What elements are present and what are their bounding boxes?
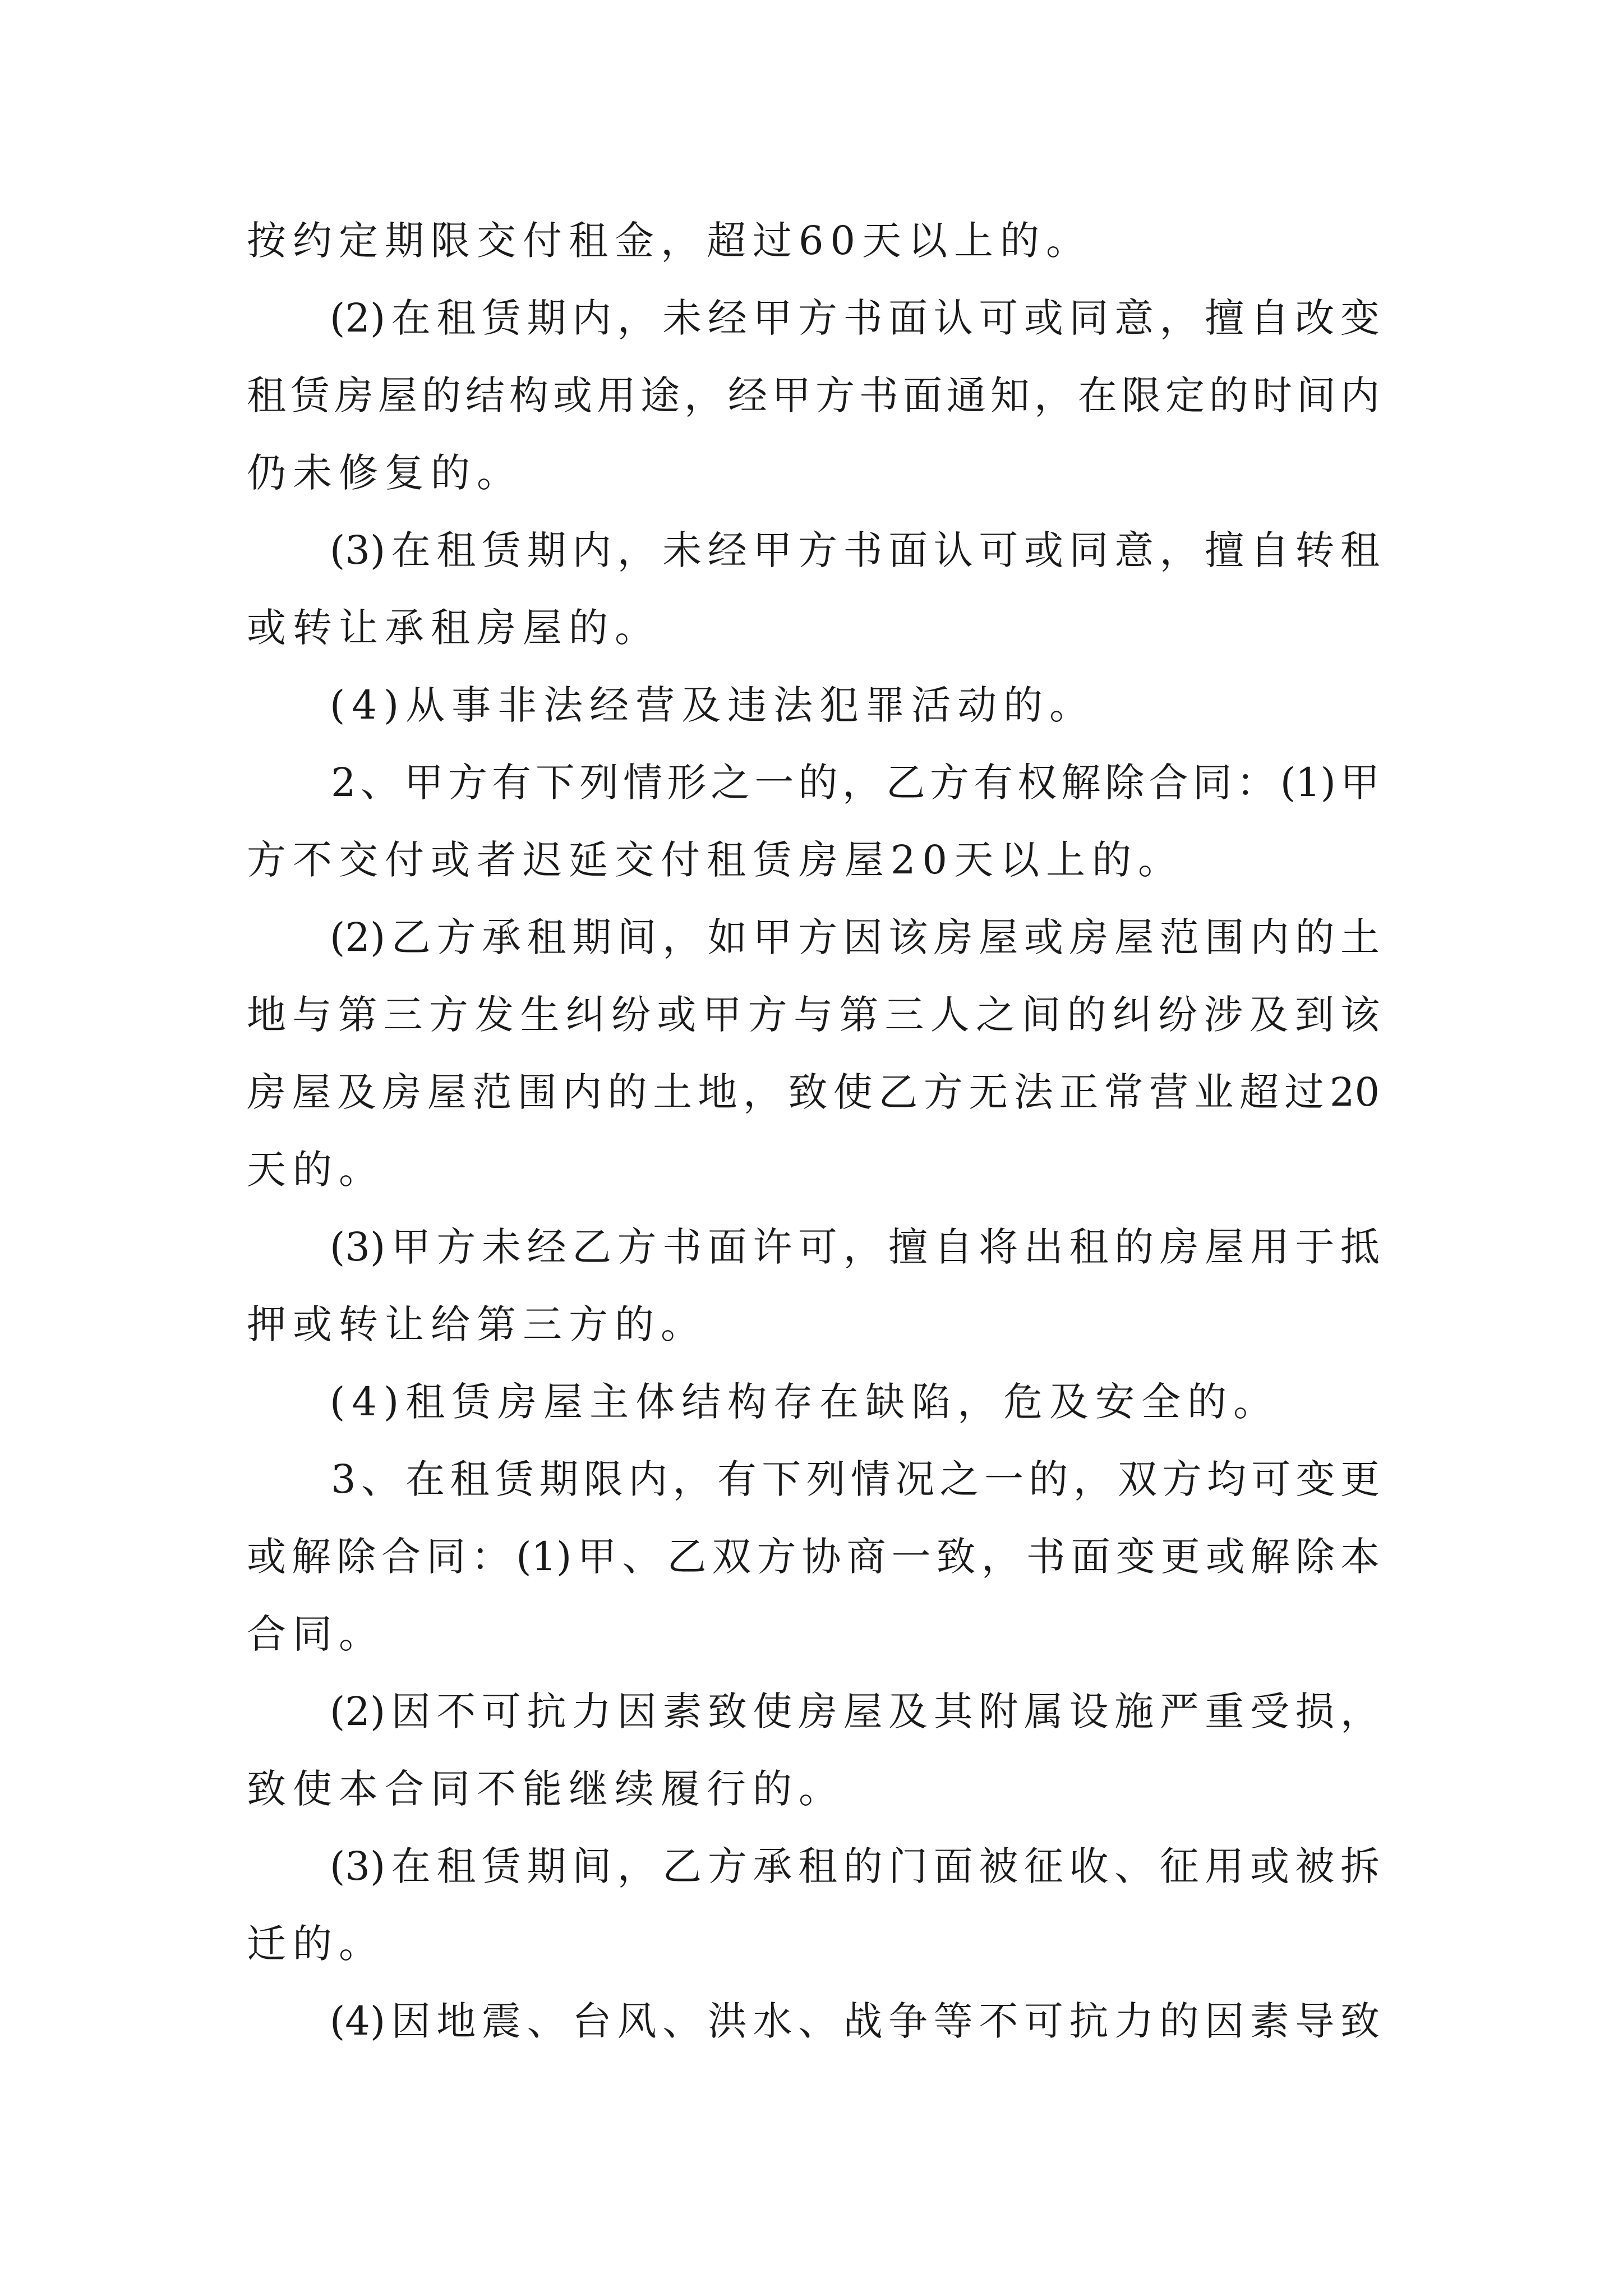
text-line-15: 押或转让给第三方的。 bbox=[247, 1301, 707, 1347]
text-line-12: 房屋及房屋范围内的土地，致使乙方无法正常营业超过20 bbox=[247, 1069, 1380, 1115]
text-line-7: (4)从事非法经营及违法犯罪活动的。 bbox=[330, 682, 1096, 728]
text-line-13: 天的。 bbox=[247, 1147, 385, 1193]
text-line-21: 致使本合同不能继续履行的。 bbox=[247, 1766, 845, 1812]
text-line-23: 迁的。 bbox=[247, 1921, 385, 1967]
text-line-9: 方不交付或者迟延交付租赁房屋20天以上的。 bbox=[247, 837, 1184, 883]
document-body bbox=[247, 202, 1380, 2060]
text-line-24: (4)因地震、台风、洪水、战争等不可抗力的因素导致 bbox=[330, 1998, 1380, 2044]
text-line-2: (2)在租赁期内，未经甲方书面认可或同意，擅自改变 bbox=[330, 295, 1380, 341]
text-line-20: (2)因不可抗力因素致使房屋及其附属设施严重受损， bbox=[330, 1688, 1380, 1734]
text-line-4: 仍未修复的。 bbox=[247, 450, 523, 496]
text-line-6: 或转让承租房屋的。 bbox=[247, 605, 661, 651]
text-line-5: (3)在租赁期内，未经甲方书面认可或同意，擅自转租 bbox=[330, 527, 1380, 573]
text-line-1: 按约定期限交付租金，超过60天以上的。 bbox=[247, 218, 1092, 264]
text-line-16: (4)租赁房屋主体结构存在缺陷，危及安全的。 bbox=[330, 1379, 1280, 1425]
text-line-17: 3、在租赁期限内，有下列情况之一的，双方均可变更 bbox=[331, 1456, 1380, 1502]
text-line-10: (2)乙方承租期间，如甲方因该房屋或房屋范围内的土 bbox=[330, 914, 1380, 960]
text-line-8: 2、甲方有下列情形之一的，乙方有权解除合同：(1)甲 bbox=[331, 760, 1380, 806]
text-line-22: (3)在租赁期间，乙方承租的门面被征收、征用或被拆 bbox=[330, 1843, 1380, 1889]
text-line-18: 或解除合同：(1)甲、乙双方协商一致，书面变更或解除本 bbox=[247, 1534, 1380, 1580]
text-line-11: 地与第三方发生纠纷或甲方与第三人之间的纠纷涉及到该 bbox=[247, 992, 1380, 1038]
text-line-14: (3)甲方未经乙方书面许可，擅自将出租的房屋用于抵 bbox=[330, 1224, 1380, 1270]
text-line-19: 合同。 bbox=[247, 1611, 385, 1657]
text-line-3: 租赁房屋的结构或用途，经甲方书面通知，在限定的时间内 bbox=[247, 372, 1380, 418]
